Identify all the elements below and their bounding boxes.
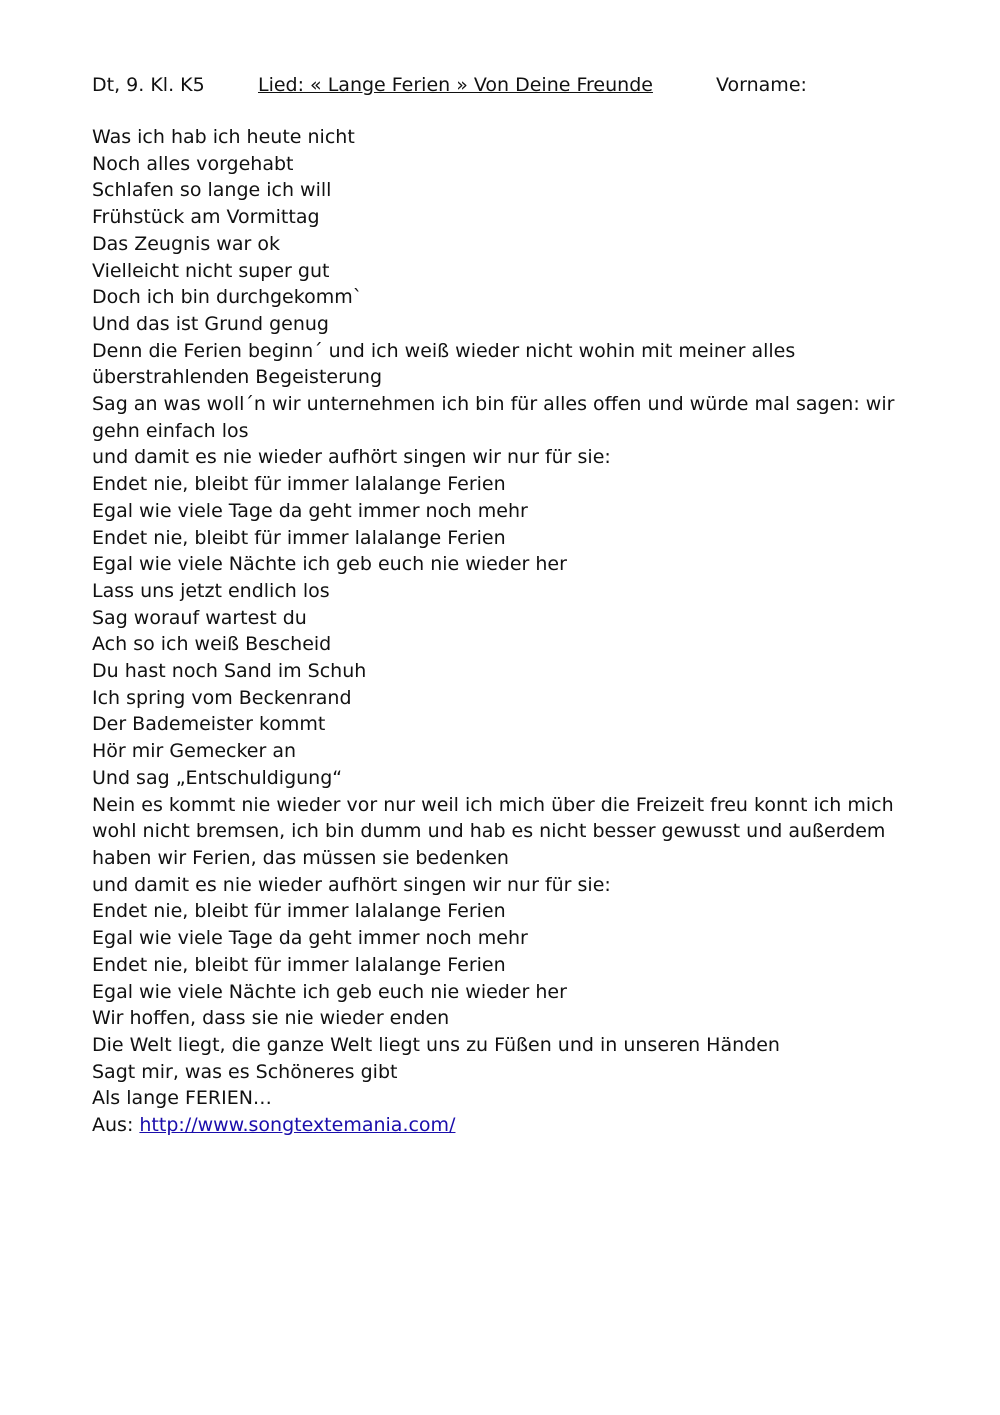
lyric-line: Endet nie, bleibt für immer lalalange Ferien — [92, 526, 506, 549]
lyric-line: Noch alles vorgehabt — [92, 152, 294, 175]
lyric-line: Egal wie viele Tage da geht immer noch mehr — [92, 927, 528, 950]
lyric-line: Egal wie viele Tage da geht immer noch mehr — [92, 499, 528, 522]
song-title: Lied: « Lange Ferien » Von Deine Freunde — [258, 74, 653, 96]
lyric-line: Endet nie, bleibt für immer lalalange Ferien — [92, 953, 506, 976]
lyrics-body — [92, 124, 942, 1139]
source-citation — [92, 1112, 942, 1139]
lyric-line: Nein es kommt nie wieder vor nur weil ich mich über die Freizeit freu konnt ich mich wohl nicht bremsen, ich bin dumm und hab es nicht besser gewusst und außerdem haben wir Ferien, das müssen sie bedenken — [92, 793, 894, 869]
lyric-line: Sagt mir, was es Schöneres gibt — [92, 1060, 398, 1083]
lyric-line: Endet nie, bleibt für immer lalalange Ferien — [92, 473, 506, 496]
lyric-line: Egal wie viele Nächte ich geb euch nie wieder her — [92, 553, 567, 576]
lyric-line: Und das ist Grund genug — [92, 312, 329, 335]
lyric-line: Sag an was woll´n wir unternehmen ich bin für alles offen und würde mal sagen: wir gehn einfach los — [92, 393, 895, 442]
lyric-line: Doch ich bin durchgekomm` — [92, 286, 363, 309]
name-label: Vorname: — [716, 74, 807, 96]
worksheet-header — [92, 72, 952, 98]
lyric-line: Schlafen so lange ich will — [92, 179, 332, 202]
lyric-line: Frühstück am Vormittag — [92, 206, 320, 229]
lyric-line: Wir hoffen, dass sie nie wieder enden — [92, 1007, 450, 1030]
lyric-line: Das Zeugnis war ok — [92, 232, 280, 255]
lyric-line: Was ich hab ich heute nicht — [92, 126, 355, 148]
lyric-line: Endet nie, bleibt für immer lalalange Ferien — [92, 900, 506, 923]
lyric-line: Lass uns jetzt endlich los — [92, 579, 330, 602]
class-info: Dt, 9. Kl. K5 — [92, 74, 205, 96]
source-label: Aus: — [92, 1114, 140, 1137]
lyric-line: Vielleicht nicht super gut — [92, 259, 330, 282]
lyric-line: Hör mir Gemecker an — [92, 740, 297, 763]
lyric-line: Denn die Ferien beginn´ und ich weiß wieder nicht wohin mit meiner alles überstrahlenden Begeisterung — [92, 339, 796, 389]
lyric-line: Ich spring vom Beckenrand — [92, 686, 352, 709]
source-link[interactable]: http://www.songtextemania.com/ — [139, 1114, 456, 1137]
lyric-line: Egal wie viele Nächte ich geb euch nie wieder her — [92, 980, 567, 1003]
lyric-line: und damit es nie wieder aufhört singen wir nur für sie: — [92, 446, 611, 469]
lyric-line: Du hast noch Sand im Schuh — [92, 660, 367, 683]
lyric-line: Und sag „Entschuldigung“ — [92, 766, 343, 789]
lyric-line: Als lange FERIEN… — [92, 1087, 272, 1110]
lyric-line: Die Welt liegt, die ganze Welt liegt uns zu Füßen und in unseren Händen — [92, 1033, 780, 1056]
lyric-line: Ach so ich weiß Bescheid — [92, 633, 332, 656]
lyric-line: Sag worauf wartest du — [92, 606, 307, 629]
lyric-line: und damit es nie wieder aufhört singen wir nur für sie: — [92, 873, 611, 896]
lyric-line: Der Bademeister kommt — [92, 713, 326, 736]
